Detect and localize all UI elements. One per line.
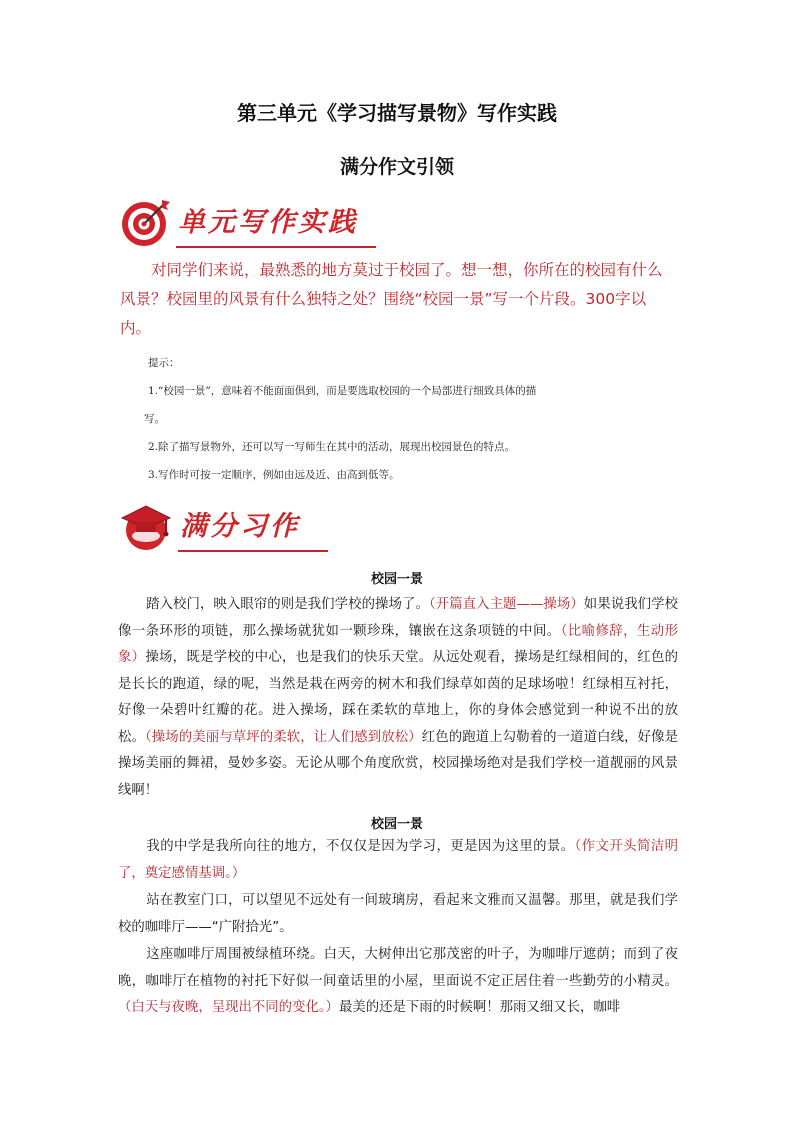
essay-comment: （操场的美丽与草坪的柔软，让人们感到放松） bbox=[145, 729, 422, 745]
section-banner-writing-practice bbox=[118, 196, 378, 248]
hint-item: 3.写作时可按一定顺序，例如由远及近、由高到低等。 bbox=[148, 469, 400, 481]
essay-comment: （开篇直入主题——操场） bbox=[428, 597, 584, 612]
essay-text: 我的中学是我所向往的地方，不仅仅是因为学习，更是因为这里的景。 bbox=[146, 839, 575, 854]
section-underline bbox=[176, 246, 376, 248]
hint-item: 2.除了描写景物外，还可以写一写师生在其中的活动，展现出校园景色的特点。 bbox=[148, 441, 516, 453]
essay-paragraph bbox=[118, 942, 678, 1022]
essay-text: 操场，既是学校的中心，也是我们的快乐天堂。从远处观看，操场是红绿相间的，红色的是长长的跑道，绿的呢，当然是栽在两旁的树木和我们绿草如茵的足球场啦！红绿相互衬托，好像一朵碧叶红瓣的花。进入操场，踩在柔软的草地上，你的身体会感觉到一种说不出的放松。 bbox=[118, 650, 679, 745]
hint-item: 1.“校园一景”，意味着不能面面俱到，而是要选取校园的一个局部进行细致具体的描 bbox=[148, 385, 537, 397]
writing-task bbox=[120, 256, 676, 343]
essay-paragraph bbox=[118, 592, 678, 804]
essay-paragraph bbox=[118, 888, 678, 941]
essay-comment: （作文开头简洁明了，奠定感情基调。） bbox=[118, 839, 678, 881]
section-banner-full-score bbox=[118, 500, 358, 552]
section-label: 满分习作 bbox=[180, 511, 300, 542]
essay-text: 这座咖啡厅周围被绿植环绕。白天，大树伸出它那茂密的叶子，为咖啡厅遮荫；而到了夜晚，咖啡厅在植物的衬托下好似一间童话里的小屋，里面说不定正居住着一些勤劳的小精灵。 bbox=[118, 947, 678, 989]
writing-task-text: 对同学们来说，最熟悉的地方莫过于校园了。想一想，你所在的校园有什么风景？校园里的风景有什么独特之处？围绕“校园一景”写一个片段。300字以内。 bbox=[120, 261, 663, 337]
essay-text: 如果说我们学校像一条环形的项链，那么操场就犹如一颗珍珠，镶嵌在这条项链的中间。 bbox=[118, 597, 679, 639]
section-label: 单元写作实践 bbox=[178, 207, 358, 238]
essay-text: 最美的还是下雨的时候啊！那雨又细又长，咖啡 bbox=[338, 1000, 621, 1015]
essay-paragraph bbox=[118, 834, 678, 887]
essay-text: 红色的跑道上勾勒着的一道道白线，好像是操场美丽的舞裙，曼妙多姿。无论从哪个角度欣赏，校园操场绝对是我们学校一道靓丽的风景线啊！ bbox=[118, 729, 679, 798]
essay-title: 校园一景 bbox=[370, 817, 423, 832]
essay-title: 校园一景 bbox=[370, 572, 423, 587]
essay-text: 踏入校门，映入眼帘的则是我们学校的操场了。 bbox=[146, 597, 429, 612]
target-icon bbox=[118, 196, 174, 248]
hints-heading: 提示： bbox=[148, 357, 180, 369]
section-underline bbox=[178, 550, 328, 552]
page-subtitle: 满分作文引领 bbox=[339, 156, 454, 178]
essay-text: 站在教室门口，可以望见不远处有一间玻璃房，看起来文雅而又温馨。那里，就是我们学校的咖啡厅——“广附拾光”。 bbox=[118, 893, 678, 935]
page-title: 第三单元《学习描写景物》写作实践 bbox=[237, 101, 557, 125]
graduation-cap-icon bbox=[118, 498, 174, 554]
essay-comment: （白天与夜晚，呈现出不同的变化。） bbox=[118, 1000, 339, 1015]
hint-item: 写。 bbox=[144, 413, 165, 425]
essay-comment: （比喻修辞，生动形象） bbox=[118, 623, 678, 665]
